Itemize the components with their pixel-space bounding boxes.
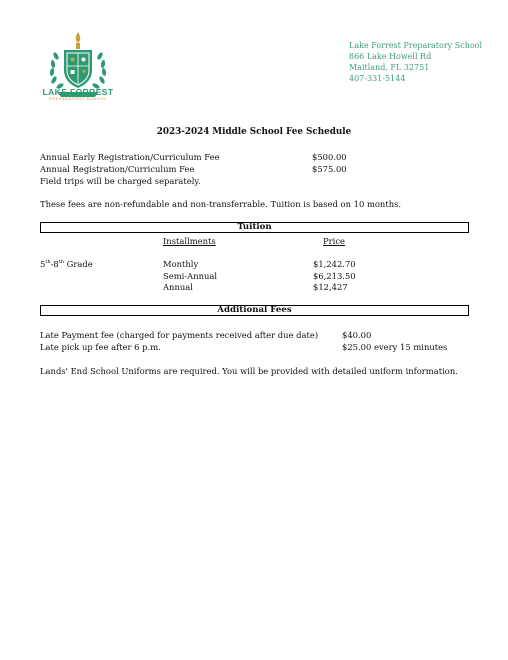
additional-fee-label: Late Payment fee (charged for payments received after due date)	[40, 330, 319, 340]
school-logo-name: LAKE FORREST	[42, 87, 114, 97]
installment-option: Semi-Annual	[163, 271, 218, 281]
school-logo-subtitle: PREPARATORY SCHOOL	[48, 96, 108, 101]
address-line: Lake Forrest Preparatory School	[349, 41, 483, 50]
uniform-note: Lands' End School Uniforms are required. You will be provided with detailed uniform information.	[40, 366, 458, 376]
document-title: 2023-2024 Middle School Fee Schedule	[156, 127, 352, 137]
additional-fee-label: Late pick up fee after 6 p.m.	[40, 342, 161, 352]
additional-fee-amount: $40.00	[342, 330, 372, 340]
address-line: 407-331-5144	[349, 74, 406, 83]
fee-amount: $575.00	[312, 164, 347, 174]
refund-note: These fees are non-refundable and non-transferrable. Tuition is based on 10 months.	[40, 199, 402, 209]
fee-label: Annual Registration/Curriculum Fee	[40, 164, 195, 174]
installment-price: $1,242.70	[313, 259, 356, 269]
additional-fees-header: Additional Fees	[217, 305, 292, 315]
school-address	[349, 40, 482, 84]
installment-option: Monthly	[163, 259, 199, 269]
installment-option: Annual	[163, 282, 193, 292]
additional-fees-header-bar	[40, 305, 469, 316]
fee-label: Annual Early Registration/Curriculum Fee	[40, 152, 220, 162]
installment-price: $6,213.50	[313, 271, 356, 281]
additional-fee-amount: $25.00 every 15 minutes	[342, 342, 448, 352]
address-line: 866 Lake Howell Rd	[349, 52, 432, 61]
tuition-header: Tuition	[237, 222, 272, 232]
tuition-header-bar	[40, 222, 469, 233]
grade-label: 5th-8th Grade	[40, 259, 93, 269]
installment-price: $12,427	[313, 282, 348, 292]
installments-column-header: Installments	[163, 236, 216, 246]
field-trips-note: Field trips will be charged separately.	[40, 176, 201, 186]
address-line: Maitland, FL 32751	[349, 63, 430, 72]
fee-amount: $500.00	[312, 152, 347, 162]
price-column-header: Price	[323, 236, 345, 246]
